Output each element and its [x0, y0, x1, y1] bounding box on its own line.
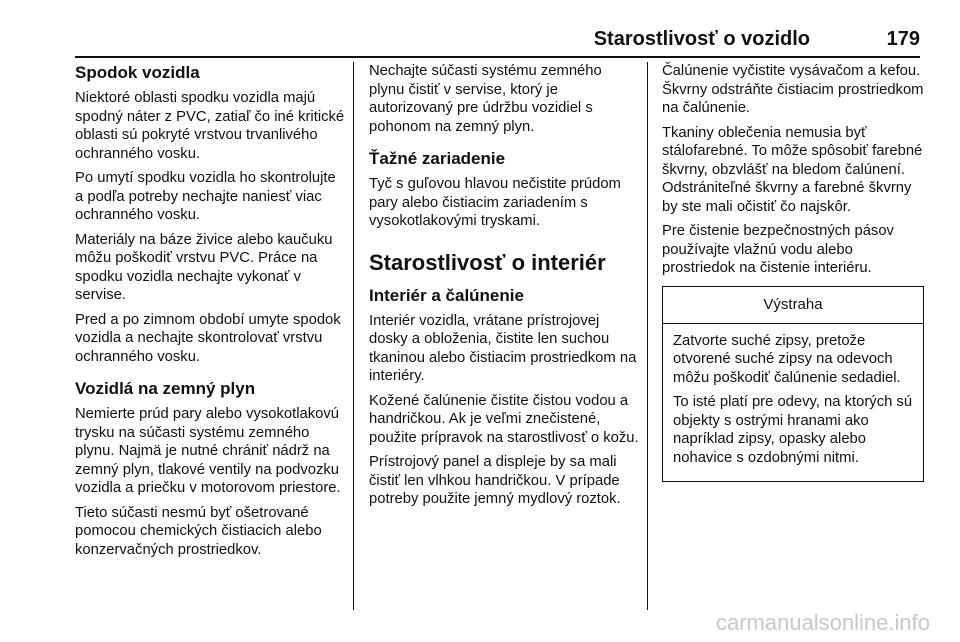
- paragraph: Niektoré oblasti spodku vozidla majú spodný náter z PVC, zatiaľ čo iné kritické oblasti sú pokryté vrstvou trvanlivého ochranného vosku.: [75, 90, 345, 162]
- paragraph: Nechajte súčasti systému zemného plynu čistiť v servise, ktorý je autorizovaný pre údržbu vozidiel s pohonom na zemný plyn.: [369, 63, 602, 135]
- heading-interior-care: Starostlivosť o interiér: [369, 249, 606, 275]
- page-header: [75, 26, 920, 58]
- paragraph: Čalúnenie vyčistite vysávačom a kefou. Škvrny odstráňte čistiacim prostriedkom na čalúnenie.: [662, 63, 924, 116]
- column-3: [662, 62, 924, 482]
- warning-paragraph: To isté platí pre odevy, na ktorých sú objekty s ostrými hranami ako napríklad zipsy, opasky alebo nohavice s ozdobnými nitmi.: [673, 394, 913, 466]
- page-number: 179: [886, 28, 920, 50]
- column-1: [75, 62, 345, 565]
- heading-natural-gas-vehicles: Vozidlá na zemný plyn: [75, 379, 256, 398]
- paragraph: Interiér vozidla, vrátane prístrojovej dosky a obloženia, čistite len suchou tkaninou alebo čistiacim prostriedkom na interiéry.: [369, 312, 637, 384]
- paragraph: Po umytí spodku vozidla ho skontrolujte a podľa potreby nechajte naniesť viac ochranného vosku.: [75, 170, 336, 223]
- heading-interior-upholstery: Interiér a čalúnenie: [369, 285, 524, 305]
- warning-box: [662, 286, 924, 483]
- heading-towing-device: Ťažné zariadenie: [369, 149, 506, 168]
- paragraph: Tyč s guľovou hlavou nečistite prúdom pary alebo čistiacim zariadením s vysokotlakovými tryskami.: [369, 176, 621, 229]
- paragraph: Kožené čalúnenie čistite čistou vodou a handričkou. Ak je veľmi znečistené, použite prípravok na starostlivosť o kožu.: [369, 392, 639, 446]
- paragraph: Tkaniny oblečenia nemusia byť stálofarebné. To môže spôsobiť farebné škvrny, obzvlášť na bledom čalúnení. Odstrániteľné škvrny a farebné škvrny by ste mali očistiť čo najskôr.: [662, 124, 923, 215]
- paragraph: Nemierte prúd pary alebo vysokotlakovú trysku na súčasti systému zemného plynu. Najmä je nutné chrániť nádrž na zemný plyn, tlakové ventily na podvozku vozidla a priečku v motorovom priestore.: [75, 406, 341, 496]
- paragraph: Pre čistenie bezpečnostných pásov používajte vlažnú vodu alebo prostriedok na čistenie interiéru.: [662, 223, 894, 276]
- paragraph: Tieto súčasti nesmú byť ošetrované pomocou chemických čistiacich alebo konzervačných prostriedkov.: [75, 504, 322, 558]
- paragraph: Materiály na báze živice alebo kaučuku môžu poškodiť vrstvu PVC. Práce na spodku vozidla nechajte vykonať v servise.: [75, 231, 333, 303]
- heading-underbody: Spodok vozidla: [75, 63, 200, 82]
- warning-title: Výstraha: [663, 287, 923, 324]
- watermark: carmanualsonline.info: [715, 610, 930, 635]
- column-2: [369, 62, 639, 515]
- warning-body: [663, 324, 923, 482]
- warning-paragraph: Zatvorte suché zipsy, pretože otvorené suché zipsy na odevoch môžu poškodiť čalúnenie sedadiel.: [673, 332, 901, 386]
- paragraph: Prístrojový panel a displeje by sa mali čistiť len vlhkou handričkou. V prípade potreby použite jemný mydlový roztok.: [369, 454, 621, 507]
- column-divider-1: [353, 62, 354, 610]
- paragraph: Pred a po zimnom období umyte spodok vozidla a nechajte skontrolovať vrstvu ochranného vosku.: [75, 311, 341, 365]
- running-header-title: Starostlivosť o vozidlo: [593, 28, 810, 50]
- column-divider-2: [647, 62, 648, 610]
